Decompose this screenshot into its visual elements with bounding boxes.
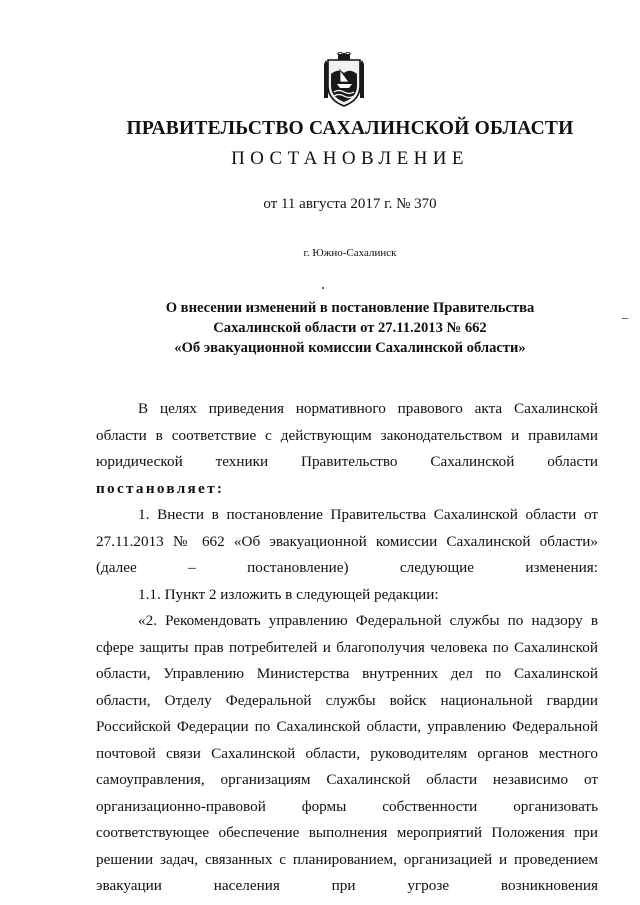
document-body xyxy=(96,396,598,900)
resolves-keyword: постановляет: xyxy=(96,479,225,497)
subject-line-2: Сахалинской области от 27.11.2013 № 662 xyxy=(213,320,487,336)
paragraph-preamble xyxy=(96,396,598,502)
sakhalin-coat-of-arms-icon xyxy=(322,52,366,110)
scan-speck xyxy=(322,287,324,289)
document-subject xyxy=(0,298,640,358)
document-type: ПОСТАНОВЛЕНИЕ xyxy=(231,148,469,169)
subject-line-1: О внесении изменений в постановление Правительства xyxy=(165,300,535,316)
paragraph-item-1-1: 1.1. Пункт 2 изложить в следующей редакции: xyxy=(138,585,439,603)
government-title: ПРАВИТЕЛЬСТВО САХАЛИНСКОЙ ОБЛАСТИ xyxy=(126,118,574,139)
document-date-number: от 11 августа 2017 г. № 370 xyxy=(263,196,437,212)
paragraph-item-2: «2. Рекомендовать управлению Федеральной службы по надзору в сфере защиты прав потребителей и благополучия человека по Сахалинской области, Управлению Министерства внутренних дел по Сахалинской области, Отделу Федеральной службы войск национальной гвардии Российской Федерации по Сахалинской области, управлению Федеральной почтовой связи Сахалинской области, руководителям органов местного самоуправления, организациям Сахалинской области независимо от организационно-правовой формы собственности организовать соответствующее обеспечение выполнения мероприятий Положения при решении задач, связанных с планированием, организацией и проведением эвакуации населения при угрозе возникновения xyxy=(96,612,598,894)
preamble-text: В целях приведения нормативного правового акта Сахалинской области в соответствие с действующим законодательством и правилами юридической техники Правительство Сахалинской области xyxy=(96,400,598,470)
paragraph-item-1: 1. Внести в постановление Правительства Сахалинской области от 27.11.2013 № 662 «Об эвакуационной комиссии Сахалинской области» (далее – постановление) следующие изменения: xyxy=(96,506,598,576)
subject-line-3: «Об эвакуационной комиссии Сахалинской области» xyxy=(174,340,526,356)
document-city: г. Южно-Сахалинск xyxy=(303,247,397,259)
